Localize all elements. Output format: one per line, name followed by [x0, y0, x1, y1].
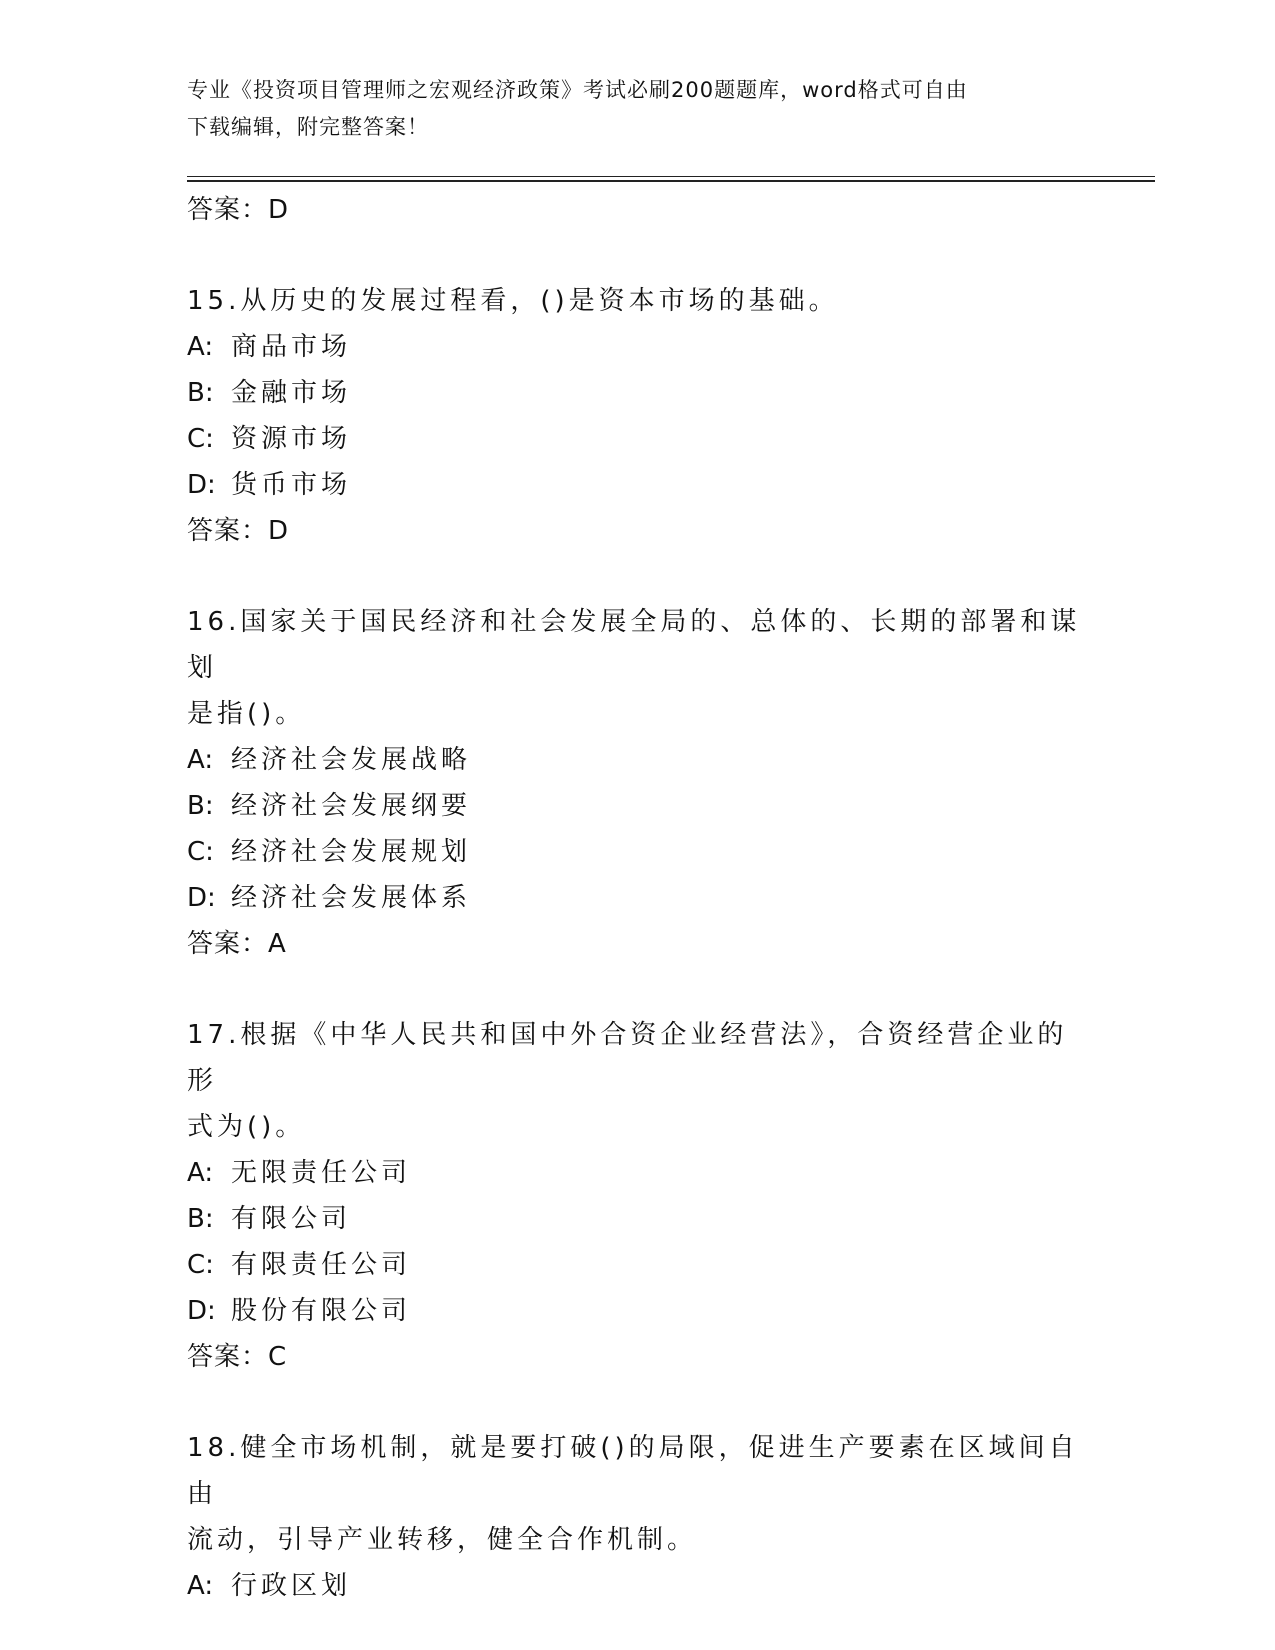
- option-text: 商品市场: [231, 332, 352, 362]
- option-text: 经济社会发展纲要: [231, 791, 472, 821]
- answer: 答案：C: [187, 1342, 288, 1372]
- option-text: 行政区划: [231, 1571, 352, 1601]
- question-16: [187, 599, 1087, 967]
- option-letter: D:: [187, 1296, 216, 1326]
- option-letter: B:: [187, 1204, 214, 1234]
- question-17: [187, 1012, 1087, 1380]
- option-text: 无限责任公司: [231, 1158, 412, 1188]
- document-header: [187, 72, 1087, 146]
- option-a: [187, 324, 1087, 370]
- option-text: 金融市场: [231, 378, 352, 408]
- option-d: [187, 1288, 1087, 1334]
- option-text: 经济社会发展战略: [231, 745, 472, 775]
- option-b: [187, 783, 1087, 829]
- option-text: 股份有限公司: [231, 1296, 412, 1326]
- option-letter: C:: [187, 1250, 214, 1280]
- previous-answer: 答案：D: [187, 195, 290, 225]
- option-c: [187, 1242, 1087, 1288]
- option-letter: C:: [187, 837, 214, 867]
- option-a: [187, 1150, 1087, 1196]
- answer: 答案：D: [187, 516, 290, 546]
- option-letter: A:: [187, 1158, 214, 1188]
- option-letter: B:: [187, 378, 214, 408]
- option-letter: D:: [187, 470, 216, 500]
- option-d: [187, 462, 1087, 508]
- option-letter: A:: [187, 1571, 214, 1601]
- option-letter: C:: [187, 424, 214, 454]
- question-text-line-2: 式为()。: [187, 1112, 306, 1142]
- option-text: 有限责任公司: [231, 1250, 412, 1280]
- header-divider-thick: [187, 180, 1155, 182]
- question-text: 15.从历史的发展过程看，()是资本市场的基础。: [187, 286, 839, 316]
- option-letter: A:: [187, 745, 214, 775]
- header-divider-thin: [187, 176, 1155, 177]
- option-text: 有限公司: [231, 1204, 352, 1234]
- option-c: [187, 416, 1087, 462]
- answer: 答案：A: [187, 929, 287, 959]
- option-b: [187, 370, 1087, 416]
- question-list: [187, 187, 1087, 1609]
- option-a: [187, 1563, 1087, 1609]
- question-text-line-1: 17.根据《中华人民共和国中外合资企业经营法》，合资经营企业的形: [187, 1020, 1068, 1096]
- option-letter: B:: [187, 791, 214, 821]
- question-text-line-2: 流动，引导产业转移，健全合作机制。: [187, 1525, 698, 1555]
- option-d: [187, 875, 1087, 921]
- question-18: [187, 1425, 1087, 1609]
- header-line-1: 专业《投资项目管理师之宏观经济政策》考试必刷200题题库，word格式可自由: [187, 78, 968, 102]
- option-text: 资源市场: [231, 424, 352, 454]
- option-a: [187, 737, 1087, 783]
- option-c: [187, 829, 1087, 875]
- option-b: [187, 1196, 1087, 1242]
- header-line-2: 下载编辑，附完整答案！: [187, 115, 429, 139]
- option-text: 经济社会发展规划: [231, 837, 472, 867]
- option-letter: A:: [187, 332, 214, 362]
- option-text: 经济社会发展体系: [231, 883, 472, 913]
- option-text: 货币市场: [231, 470, 352, 500]
- question-text-line-2: 是指()。: [187, 699, 306, 729]
- question-text-line-1: 18.健全市场机制，就是要打破()的局限，促进生产要素在区域间自由: [187, 1433, 1079, 1509]
- option-letter: D:: [187, 883, 216, 913]
- question-15: [187, 278, 1087, 554]
- question-text-line-1: 16.国家关于国民经济和社会发展全局的、总体的、长期的部署和谋划: [187, 607, 1081, 683]
